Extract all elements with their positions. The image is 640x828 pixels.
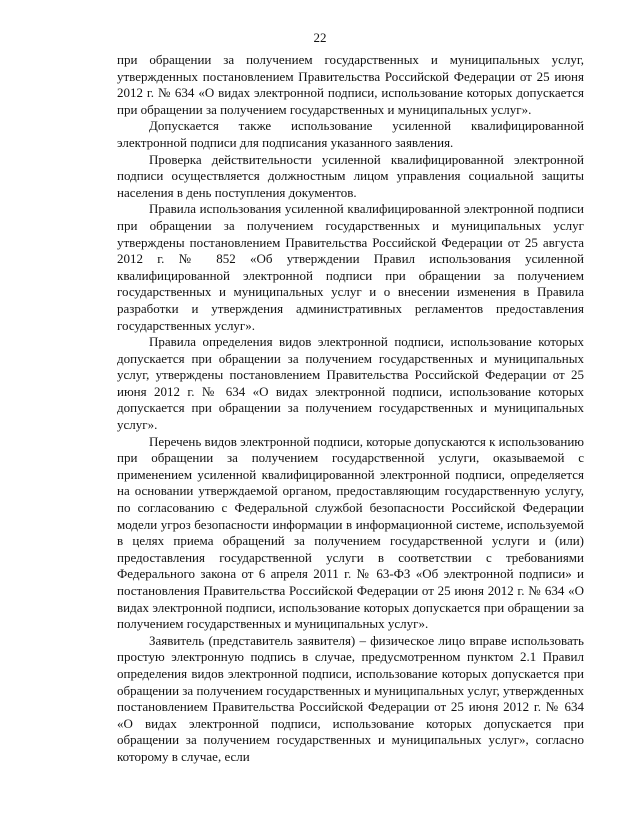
paragraph-rules-of-use: Правила использования усиленной квалифицированной электронной подписи при обращении за получением государственных и муниципальных услуг утверждены постановлением Правительства Российской Федерации от 25 августа 2012 г. № 852 «Об утверждении Правил использования усиленной квалифицированной электронной подписи при обращении за получением государственных и муниципальных услуг и о внесении изменения в Правила разработки и утверждения административных регламентов предоставления государственных услуг». — [117, 201, 584, 333]
paragraph-continuation: при обращении за получением государственных и муниципальных услуг, утвержденных постановлением Правительства Российской Федерации от 25 июня 2012 г. № 634 «О видах электронной подписи, использование которых допускается при обращении за получением государственных и муниципальных услуг». — [117, 52, 584, 117]
page-number: 22 — [313, 30, 327, 45]
paragraph-signature-verification: Проверка действительности усиленной квалифицированной электронной подписи осуществляется должностным лицом управления социальной защиты населения в день поступления документов. — [117, 151, 584, 200]
paragraph-rules-of-determination: Правила определения видов электронной подписи, использование которых допускается при обращении за получением государственных и муниципальных услуг, утверждены постановлением Правительства Российской Федерации от 25 июня 2012 г. № 634 «О видах электронной подписи, использование которых допускается при обращении за получением государственных и муниципальных услуг». — [117, 334, 584, 433]
paragraph-qualified-signature-allowed: Допускается также использование усиленной квалифицированной электронной подписи для подписания указанного заявления. — [117, 118, 584, 150]
body-text — [117, 52, 584, 766]
paragraph-applicant-simple-signature: Заявитель (представитель заявителя) – физическое лицо вправе использовать простую электронную подпись в случае, предусмотренном пунктом 2.1 Правил определения видов электронной подписи, использование которых допускается при обращении за получением государственных и муниципальных услуг, утвержденных постановлением Правительства Российской Федерации от 25 июня 2012 г. № 634 «О видах электронной подписи, использование которых допускается при обращении за получением государственных и муниципальных услуг», согласно которому в случае, если — [117, 632, 584, 764]
paragraph-list-of-signature-types: Перечень видов электронной подписи, которые допускаются к использованию при обращении за получением государственной услуги, оказываемой с применением усиленной квалифицированной электронной подписи, определяется на основании утверждаемой органом, предоставляющим государственную услугу, по согласованию с Федеральной службой безопасности Российской Федерации модели угроз безопасности информации в информационной системе, используемой в целях приема обращений за получением государственной услуги и (или) предоставления государственной услуги в соответствии с требованиями Федерального закона от 6 апреля 2011 г. № 63-ФЗ «Об электронной подписи» и постановления Правительства Российской Федерации от 25 июня 2012 г. № 634 «О видах электронной подписи, использование которых допускается при обращении за получением государственных и муниципальных услуг». — [117, 433, 584, 632]
